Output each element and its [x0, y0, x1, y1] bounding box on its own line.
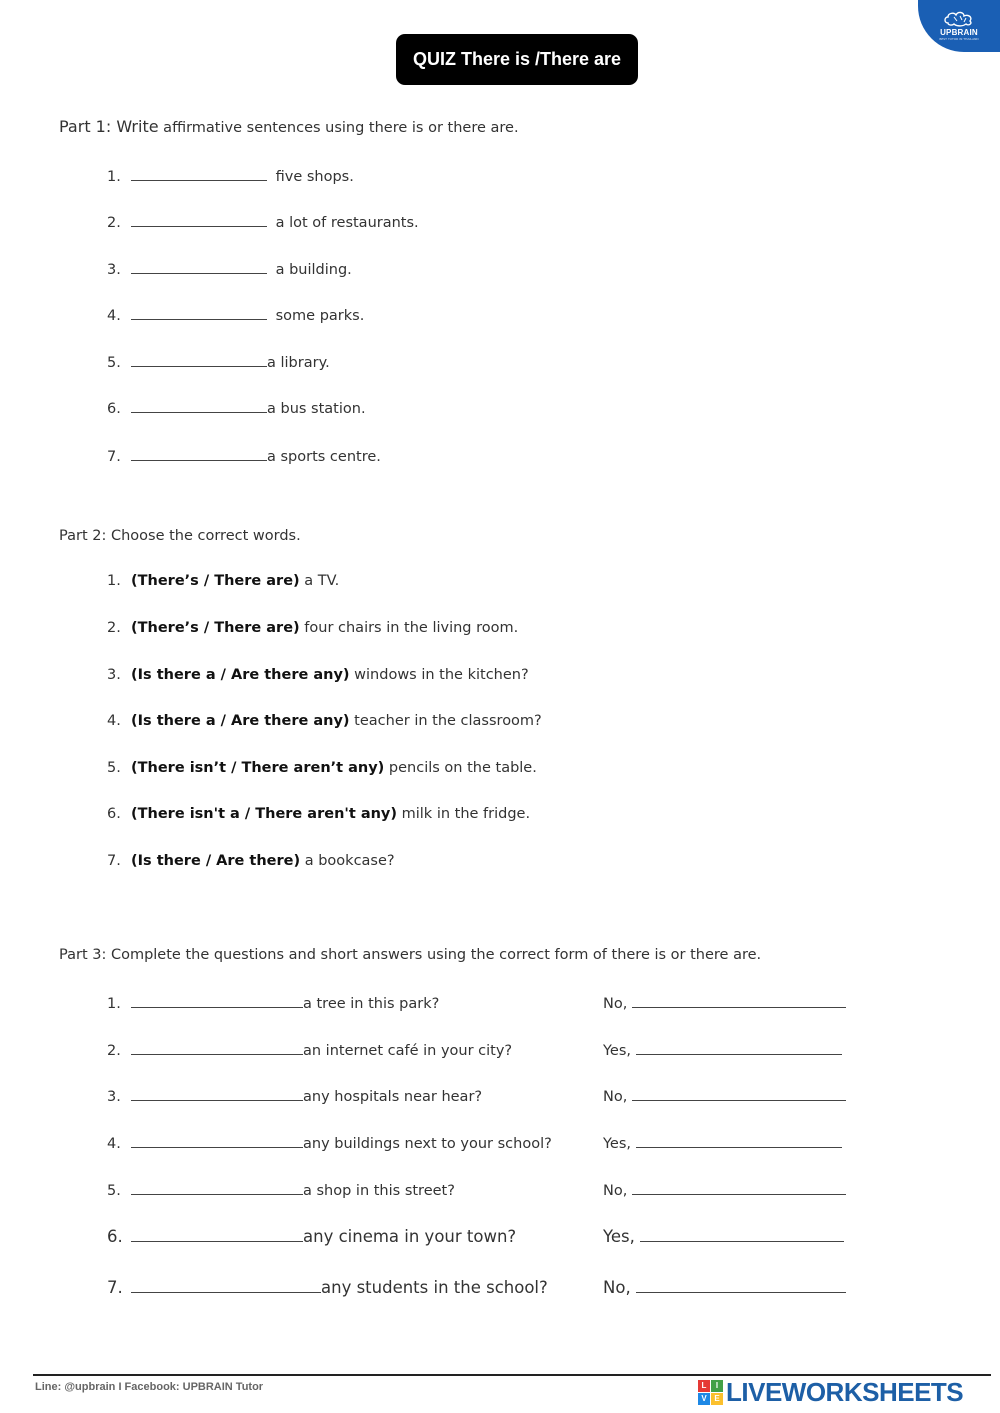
part3-heading: Part 3: Complete the questions and short answers using the correct form of there is or there are. — [59, 947, 762, 963]
part1-heading — [59, 117, 519, 136]
short-answer — [603, 1278, 850, 1297]
part3-item — [107, 1086, 482, 1105]
part2-heading: Part 2: Choose the correct words. — [59, 528, 301, 544]
item-text: a shop in this street? — [303, 1183, 455, 1199]
choice-options[interactable]: (Is there / Are there) — [131, 853, 301, 869]
part2-item — [107, 806, 530, 822]
part1-item — [107, 446, 381, 465]
short-answer — [603, 1040, 846, 1059]
part1-heading-lead: Part 1: Write — [59, 117, 159, 136]
item-text: some parks. — [271, 308, 365, 324]
answer-word: Yes, — [603, 1136, 632, 1152]
part2-item — [107, 573, 339, 589]
answer-blank[interactable] — [131, 259, 267, 274]
choice-options[interactable]: (Is there a / Are there any) — [131, 713, 350, 729]
item-text: five shops. — [271, 169, 354, 185]
answer-blank[interactable] — [131, 166, 267, 181]
item-number: 4. — [107, 713, 121, 729]
part3-item — [107, 1278, 548, 1297]
watermark-text: LIVEWORKSHEETS — [726, 1376, 964, 1407]
part2-item — [107, 620, 518, 636]
part3-item — [107, 1133, 552, 1152]
answer-blank[interactable] — [131, 352, 267, 367]
part3-item — [107, 1227, 516, 1246]
upbrain-logo — [918, 0, 1000, 52]
item-number: 5. — [107, 760, 121, 776]
question-blank[interactable] — [131, 1133, 303, 1148]
item-number: 5. — [107, 1183, 121, 1199]
brain-icon — [942, 11, 976, 27]
item-text: a sports centre. — [267, 449, 381, 465]
answer-word: Yes, — [603, 1043, 632, 1059]
quiz-title: QUIZ There is /There are — [396, 34, 638, 85]
answer-blank[interactable] — [632, 993, 846, 1008]
answer-blank[interactable] — [632, 1180, 846, 1195]
item-number: 1. — [107, 169, 121, 185]
part3-item — [107, 1180, 455, 1199]
part2-item — [107, 760, 537, 776]
item-text: any students in the school? — [321, 1278, 548, 1297]
item-text: teacher in the classroom? — [349, 713, 542, 729]
answer-blank[interactable] — [131, 446, 267, 461]
choice-options[interactable]: (There’s / There are) — [131, 573, 300, 589]
item-number: 2. — [107, 215, 121, 231]
item-number: 7. — [107, 853, 121, 869]
item-number: 2. — [107, 620, 121, 636]
item-number: 3. — [107, 667, 121, 683]
item-text: windows in the kitchen? — [349, 667, 529, 683]
short-answer — [603, 993, 850, 1012]
item-text: any buildings next to your school? — [303, 1136, 552, 1152]
liveworksheets-watermark — [698, 1378, 963, 1406]
question-blank[interactable] — [131, 993, 303, 1008]
question-blank[interactable] — [131, 1180, 303, 1195]
short-answer — [603, 1180, 850, 1199]
item-text: four chairs in the living room. — [299, 620, 519, 636]
question-blank[interactable] — [131, 1040, 303, 1055]
item-number: 6. — [107, 1227, 123, 1246]
short-answer — [603, 1133, 846, 1152]
footer-contact: Line: @upbrain I Facebook: UPBRAIN Tutor — [35, 1381, 264, 1393]
item-text: a bus station. — [267, 401, 366, 417]
item-text: a building. — [271, 262, 352, 278]
item-text: any hospitals near hear? — [303, 1089, 483, 1105]
choice-options[interactable]: (There’s / There are) — [131, 620, 300, 636]
item-text: a lot of restaurants. — [271, 215, 419, 231]
item-text: a tree in this park? — [303, 996, 440, 1012]
item-number: 7. — [107, 1278, 123, 1297]
part1-item — [107, 212, 419, 231]
part2-item — [107, 713, 542, 729]
choice-options[interactable]: (There isn’t / There aren’t any) — [131, 760, 385, 776]
short-answer — [603, 1227, 848, 1246]
answer-blank[interactable] — [640, 1227, 844, 1242]
choice-options[interactable]: (Is there a / Are there any) — [131, 667, 350, 683]
answer-blank[interactable] — [131, 305, 267, 320]
part1-item — [107, 398, 366, 417]
item-text: a TV. — [299, 573, 340, 589]
item-number: 6. — [107, 401, 121, 417]
part2-item — [107, 667, 529, 683]
part1-heading-rest: affirmative sentences using there is or there are. — [158, 120, 519, 136]
item-number: 2. — [107, 1043, 121, 1059]
item-text: any cinema in your town? — [303, 1227, 517, 1246]
answer-blank[interactable] — [636, 1278, 846, 1293]
answer-word: No, — [603, 1278, 631, 1297]
question-blank[interactable] — [131, 1278, 321, 1293]
part3-item — [107, 993, 439, 1012]
liveworksheets-blocks-icon — [698, 1380, 723, 1405]
part1-item — [107, 166, 354, 185]
watermark-block-v: V — [698, 1393, 710, 1405]
item-number: 3. — [107, 1089, 121, 1105]
answer-word: No, — [603, 996, 628, 1012]
item-text: milk in the fridge. — [397, 806, 531, 822]
part1-item — [107, 352, 330, 371]
item-text: a library. — [267, 355, 330, 371]
item-text: pencils on the table. — [384, 760, 537, 776]
item-text: an internet café in your city? — [303, 1043, 513, 1059]
answer-word: No, — [603, 1089, 628, 1105]
item-number: 3. — [107, 262, 121, 278]
answer-word: No, — [603, 1183, 628, 1199]
answer-blank[interactable] — [131, 398, 267, 413]
watermark-block-e: E — [711, 1393, 723, 1405]
question-blank[interactable] — [131, 1086, 303, 1101]
item-number: 4. — [107, 1136, 121, 1152]
watermark-block-i: I — [711, 1380, 723, 1392]
watermark-block-l: L — [698, 1380, 710, 1392]
answer-word: Yes, — [603, 1227, 635, 1246]
item-number: 4. — [107, 308, 121, 324]
answer-blank[interactable] — [636, 1040, 842, 1055]
part1-item — [107, 259, 352, 278]
item-number: 6. — [107, 806, 121, 822]
item-number: 1. — [107, 996, 121, 1012]
logo-tagline: BEST TUTOR IN THAILAND — [939, 37, 979, 41]
question-blank[interactable] — [131, 1227, 303, 1242]
item-number: 7. — [107, 449, 121, 465]
choice-options[interactable]: (There isn't a / There aren't any) — [131, 806, 398, 822]
short-answer — [603, 1086, 850, 1105]
answer-blank[interactable] — [632, 1086, 846, 1101]
answer-blank[interactable] — [636, 1133, 842, 1148]
item-text: a bookcase? — [300, 853, 395, 869]
logo-text: UPBRAIN — [940, 28, 978, 37]
answer-blank[interactable] — [131, 212, 267, 227]
item-number: 5. — [107, 355, 121, 371]
part3-item — [107, 1040, 512, 1059]
part1-item — [107, 305, 364, 324]
item-number: 1. — [107, 573, 121, 589]
part2-item — [107, 853, 395, 869]
